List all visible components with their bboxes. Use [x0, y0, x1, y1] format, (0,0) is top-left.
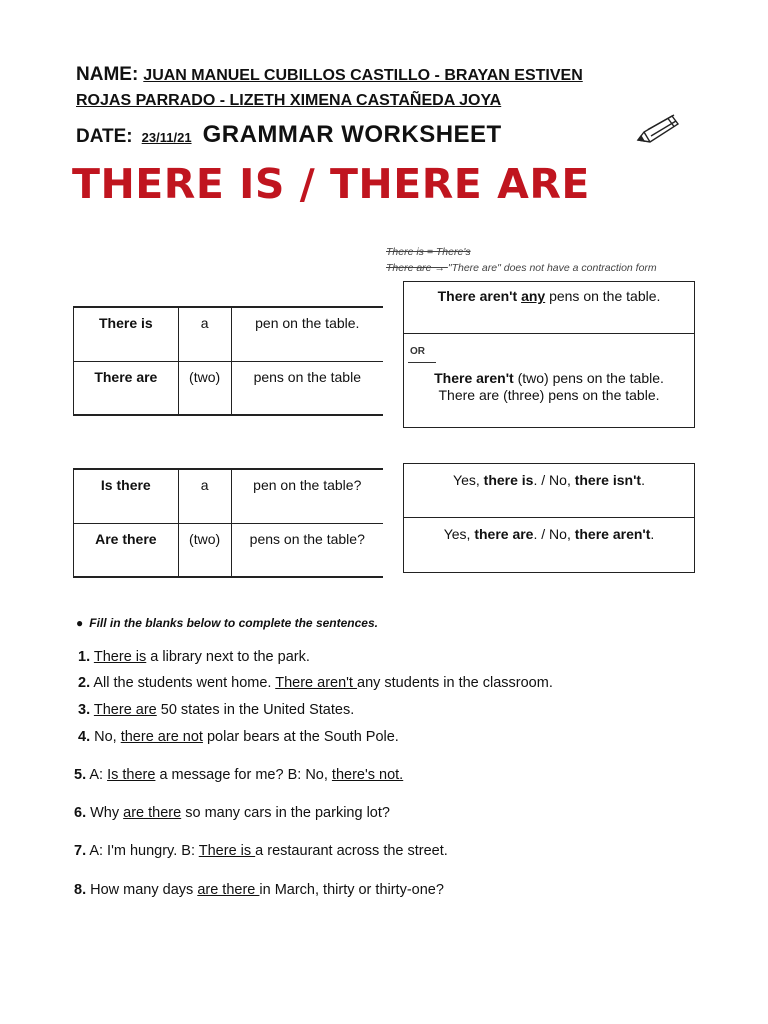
answer-row-1: Yes, there is. / No, there isn't. — [404, 464, 694, 518]
question-3: 3. There are 50 states in the United States. — [78, 702, 355, 718]
answer-blank: There is — [198, 843, 256, 859]
negative-row-1: There aren't any pens on the table. — [404, 282, 694, 334]
answer-blank: there are not — [120, 729, 203, 745]
question-table — [73, 468, 383, 578]
question-2: 2. All the students went home. There aren't any students in the classroom. — [78, 675, 553, 691]
worksheet-title: GRAMMAR WORKSHEET — [202, 121, 502, 148]
table-row — [74, 361, 384, 415]
question-1: 1. There is a library next to the park. — [78, 649, 310, 665]
question-6: 6. Why are there so many cars in the parking lot? — [74, 805, 390, 821]
question-7: 7. A: I'm hungry. B: There is a restaurant across the street. — [74, 843, 448, 859]
table-cell: (two) — [189, 530, 221, 547]
or-divider — [408, 362, 436, 363]
negative-box — [403, 281, 695, 428]
question-8: 8. How many days are there in March, thirty or thirty-one? — [74, 882, 444, 898]
answer-blank: are there — [197, 882, 260, 898]
or-label: OR — [410, 346, 425, 357]
table-cell: a — [200, 315, 209, 331]
names-line-1 — [76, 64, 583, 86]
date-label: DATE: — [76, 126, 133, 147]
negative-row-2: OR There aren't (two) pens on the table. There are (three) pens on the table. — [410, 346, 664, 403]
date-line — [76, 121, 502, 149]
contraction-note-2: There are → "There are" does not have a contraction form — [386, 262, 657, 274]
main-title: THERE IS / THERE ARE — [72, 160, 590, 208]
table-row — [74, 307, 384, 361]
instructions: ● Fill in the blanks below to complete the sentences. — [76, 616, 378, 630]
table-cell: Is there — [100, 477, 151, 493]
question-4: 4. No, there are not polar bears at the South Pole. — [78, 729, 399, 745]
short-answer-box — [403, 463, 695, 573]
table-cell: There is — [98, 315, 153, 331]
question-5: 5. A: Is there a message for me? B: No, there's not. — [74, 767, 404, 783]
table-row — [74, 523, 384, 577]
table-cell: pens on the table — [253, 368, 361, 385]
answer-row-2: Yes, there are. / No, there aren't. — [443, 526, 655, 542]
table-cell: pen on the table. — [255, 315, 360, 331]
student-names-2: ROJAS PARRADO - LIZETH XIMENA CASTAÑEDA JOYA — [76, 92, 502, 109]
contraction-note-1: There is = There's — [386, 246, 471, 258]
table-row — [74, 469, 384, 523]
student-names-1: JUAN MANUEL CUBILLOS CASTILLO - BRAYAN ESTIVEN — [143, 67, 583, 84]
table-cell: a — [200, 477, 209, 493]
table-cell: Are there — [95, 530, 157, 547]
answer-blank: There aren't — [275, 675, 357, 691]
affirmative-table — [73, 306, 383, 416]
name-label: NAME: — [76, 64, 139, 85]
table-cell: There are — [94, 368, 158, 385]
table-cell: (two) — [189, 368, 221, 385]
answer-blank: there's not. — [331, 767, 404, 783]
answer-blank: Is there — [107, 767, 156, 783]
answer-blank: There are — [93, 702, 157, 718]
bullet-icon: ● — [76, 616, 84, 630]
table-cell: pen on the table? — [253, 477, 362, 493]
answer-blank: There is — [93, 649, 147, 665]
table-cell: pens on the table? — [249, 530, 365, 547]
date-value: 23/11/21 — [141, 130, 192, 145]
pencil-icon — [632, 112, 684, 146]
answer-blank: are there — [123, 805, 182, 821]
